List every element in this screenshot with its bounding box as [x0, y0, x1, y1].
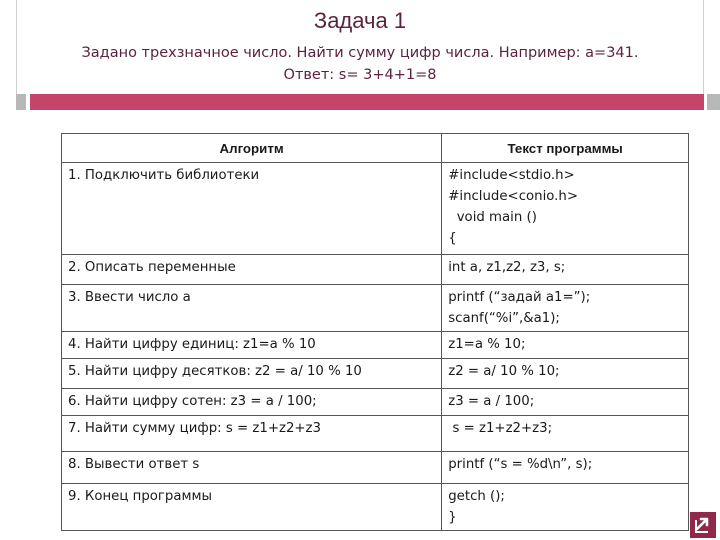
code-line: scanf(“%i”,&a1); [448, 311, 560, 326]
code-cell [442, 255, 689, 285]
step-cell: 1. Подключить библиотеки [62, 163, 442, 255]
code-line: #include<conio.h> [448, 189, 578, 204]
code-line: } [448, 510, 457, 525]
table-row [62, 285, 689, 332]
code-cell [442, 285, 689, 332]
table-header-row [62, 134, 689, 163]
code-line: { [448, 231, 457, 246]
code-cell [442, 452, 689, 484]
code-line: z1=a % 10; [448, 337, 526, 352]
step-cell: 6. Найти цифру сотен: z3 = a / 100; [62, 389, 442, 416]
table-row [62, 359, 689, 389]
code-cell [442, 359, 689, 389]
header-program-text: Текст программы [442, 134, 689, 163]
stripe-white [0, 94, 13, 110]
table-row [62, 416, 689, 452]
subtitle-line-2: Ответ: s= 3+4+1=8 [283, 67, 437, 83]
slide-header [0, 0, 720, 96]
slide-title: Задача 1 [313, 8, 407, 33]
step-cell: 9. Конец программы [62, 484, 442, 531]
table-row [62, 452, 689, 484]
code-line: void main () [448, 210, 537, 225]
return-arrow-icon [690, 512, 716, 538]
return-button[interactable] [690, 512, 716, 538]
code-cell [442, 163, 689, 255]
code-line: #include<stdio.h> [448, 168, 575, 183]
code-cell [442, 484, 689, 531]
code-line: getch (); [448, 489, 505, 504]
code-line: z2 = a/ 10 % 10; [448, 364, 560, 379]
table-row [62, 255, 689, 285]
header-algorithm: Алгоритм [62, 134, 442, 163]
step-cell: 3. Ввести число а [62, 285, 442, 332]
stripe-gray-right [707, 94, 720, 110]
stripe-accent [30, 94, 704, 110]
step-cell: 8. Вывести ответ s [62, 452, 442, 484]
step-cell: 7. Найти сумму цифр: s = z1+z2+z3 [62, 416, 442, 452]
subtitle-line-1: Задано трехзначное число. Найти сумму цифр числа. Например: а=341. [81, 45, 639, 61]
table-row [62, 484, 689, 531]
code-line: printf (“задай а1=”); [448, 290, 591, 305]
table-row [62, 389, 689, 416]
stripe-gray-left [16, 94, 26, 110]
step-cell: 2. Описать переменные [62, 255, 442, 285]
code-line: z3 = a / 100; [448, 394, 535, 409]
code-cell [442, 416, 689, 452]
code-line: printf (“s = %d\n”, s); [448, 457, 593, 472]
code-line: s = z1+z2+z3; [448, 421, 553, 436]
table-row [62, 163, 689, 255]
code-cell [442, 389, 689, 416]
code-cell [442, 332, 689, 359]
algorithm-table [61, 133, 689, 531]
slide-subtitle [30, 42, 690, 86]
table-row [62, 332, 689, 359]
step-cell: 5. Найти цифру десятков: z2 = a/ 10 % 10 [62, 359, 442, 389]
code-line: int a, z1,z2, z3, s; [448, 260, 566, 275]
step-cell: 4. Найти цифру единиц: z1=a % 10 [62, 332, 442, 359]
